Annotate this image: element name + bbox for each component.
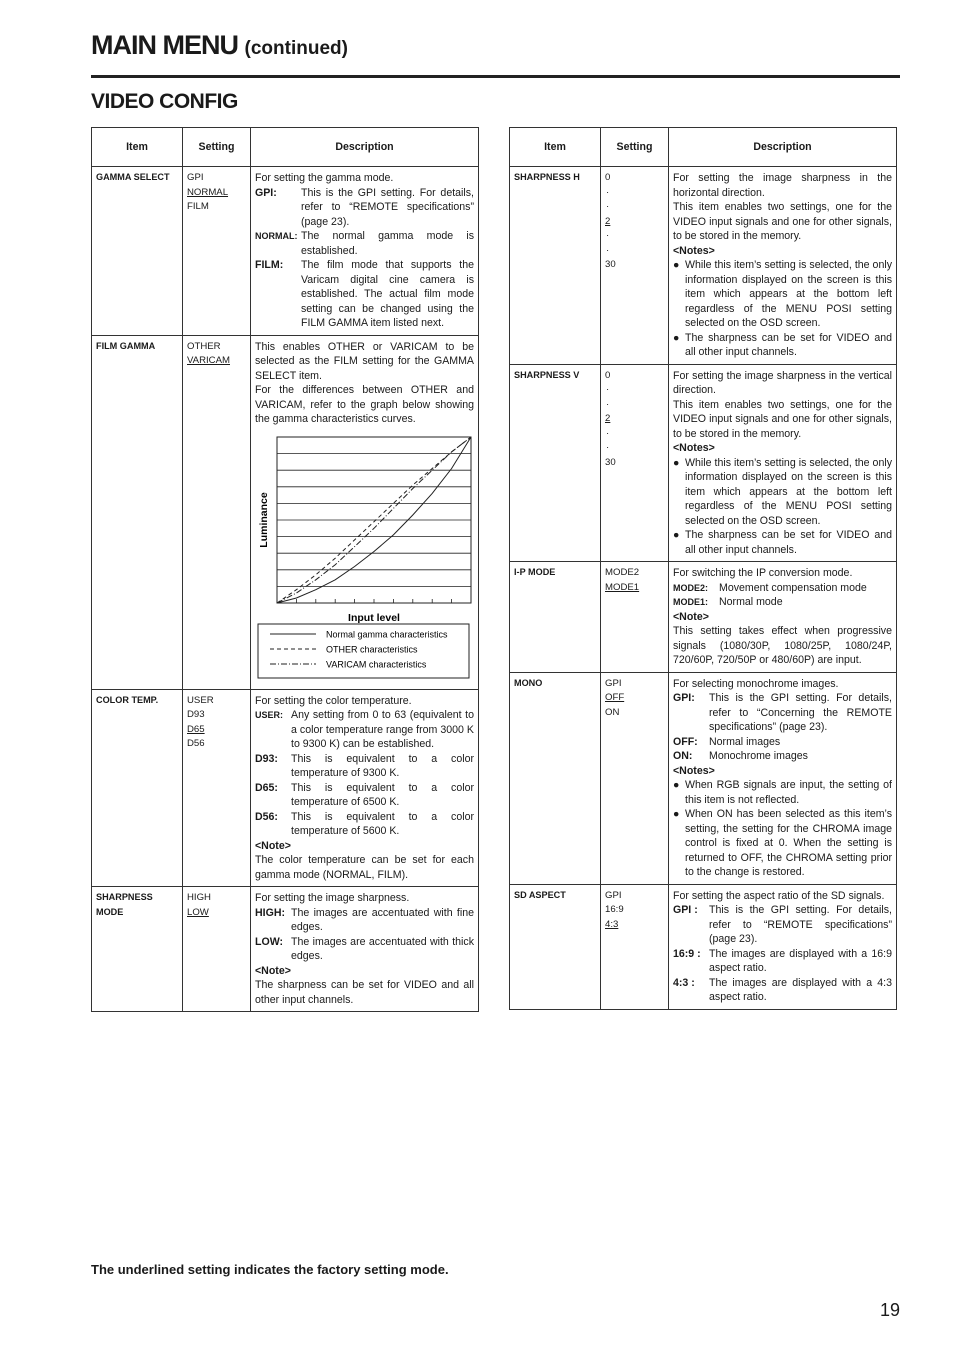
note-heading: <Note> [255,839,291,852]
setting-option: USER [187,694,214,706]
term: ON: [673,750,693,762]
setting-option-default: OFF [605,692,625,703]
definition: The images are accentuated with fine edges. [291,906,474,933]
table-row [92,167,479,336]
item-name: GAMMA SELECT [96,172,170,183]
item-name: MONO [514,677,543,689]
setting-options [183,167,251,336]
range-dots: · · [606,230,610,256]
title-rule [91,75,900,78]
col-header-item: Item [92,128,183,167]
term: 4:3 : [673,976,695,989]
right-settings-table [509,127,897,1010]
setting-option: OTHER [187,340,221,352]
legend-label: Normal gamma characteristics [326,629,448,639]
definition: Movement compensation mode [719,581,867,594]
footer-note: The underlined setting indicates the factory setting mode. [91,1262,449,1277]
setting-option-default: NORMAL [187,186,229,198]
table-header-row [92,128,479,167]
setting-options [183,887,251,1012]
description-text: For switching the IP conversion mode. [673,567,853,579]
description-text: For setting the color temperature. [255,694,412,707]
setting-option-default: LOW [187,906,209,918]
setting-option: D93 [187,709,205,720]
setting-option-default: 2 [605,215,611,227]
section-title: VIDEO CONFIG [91,90,238,113]
gamma-chart [255,427,474,685]
note-text: When RGB signals are input, the setting of this item is not reflected. [685,779,892,806]
definition: Normal mode [719,596,783,608]
term: D65: [255,781,278,794]
bullet-icon: ● [673,808,680,820]
setting-option-default: 2 [605,413,611,424]
table-row [92,335,479,689]
legend-label: OTHER characteristics [326,644,418,654]
y-axis-label: Luminance [258,491,270,548]
term: USER: [255,710,284,720]
definition: Any setting from 0 to 63 (equivalent to a color temperature range from 3000 K to 9300 K) can be established. [291,709,474,750]
setting-options [183,689,251,887]
description-cell [669,167,897,365]
item-name: SHARPNESS V [514,369,580,381]
description-text: For setting the gamma mode. [255,172,394,184]
bullet-icon: ● [673,259,680,271]
item-name: COLOR TEMP. [96,694,159,706]
term: OFF: [673,735,698,748]
definition: This is the GPI setting. For details, refer to “REMOTE specifications” (page 23). [709,904,892,945]
item-name: MODE [96,906,124,918]
legend-label: VARICAM characteristics [326,659,427,669]
description-text: For setting the image sharpness in the horizontal direction. [673,172,892,199]
term: GPI: [673,692,695,704]
note-text: The sharpness can be set for VIDEO and all other input channels. [685,529,892,556]
setting-option: GPI [605,677,622,689]
left-settings-table [91,127,479,1012]
description-text: This item enables two settings, one for the VIDEO input signals and one for other signals, to be stored in the memory. [673,201,892,242]
setting-options [601,167,669,365]
description-text: For selecting monochrome images. [673,677,839,690]
item-name: SD ASPECT [514,889,566,901]
page-title-main: MAIN MENU [91,30,238,60]
table-row [510,364,897,562]
gamma-chart-svg [255,427,475,685]
description-text: For setting the image sharpness in the vertical direction. [673,369,892,396]
definition: The images are accentuated with thick edges. [291,935,474,962]
term: GPI: [255,186,277,199]
setting-option: 30 [605,456,616,468]
setting-option-default: D65 [187,723,205,735]
description-cell [669,364,897,562]
range-dots: · · [606,384,610,410]
definition: Monochrome images [709,750,808,762]
col-header-item: Item [510,128,601,167]
term: 16:9 : [673,947,701,960]
description-cell [251,689,479,887]
item-name: SHARPNESS H [514,172,580,183]
setting-option-default: MODE1 [605,581,640,593]
table-header-row [510,128,897,167]
definition: This is equivalent to a color temperature of 5600 K. [291,810,474,837]
term: NORMAL: [255,231,298,241]
item-name: I-P MODE [514,567,556,578]
range-dots: · · [606,427,610,453]
definition: This is equivalent to a color temperature of 9300 K. [291,752,474,779]
term: MODE1: [673,597,709,607]
note-text: The sharpness can be set for VIDEO and all other input channels. [685,331,892,358]
item-name: FILM GAMMA [96,340,156,352]
page-title-sub: (continued) [244,38,348,59]
definition: The film mode that supports the Varicam digital cine camera is established. The actual film mode setting can be changed using the FILM GAMMA item listed next. [301,259,474,329]
definition: This is equivalent to a color temperature of 6500 K. [291,781,474,808]
notes-heading: <Notes> [673,244,715,257]
term: FILM: [255,259,284,271]
bullet-icon: ● [673,779,680,791]
term: LOW: [255,935,284,948]
note-heading: <Note> [673,610,709,623]
definition: The images are displayed with a 16:9 aspect ratio. [709,947,892,974]
setting-options [601,364,669,562]
bullet-icon: ● [673,529,680,541]
note-text: While this item’s setting is selected, the only information displayed on the screen is this item which appears at the bottom left regardless of the MENU POSI setting selected on the OSD screen. [685,259,892,329]
setting-options [601,884,669,1009]
bullet-icon: ● [673,456,680,469]
setting-options [601,672,669,884]
description-cell [669,562,897,673]
setting-option: FILM [187,201,209,212]
col-header-description: Description [251,128,479,167]
description-cell [669,672,897,884]
note-text: While this item’s setting is selected, the only information displayed on the screen is this item which appears at the bottom left regardless of the MENU POSI setting selected on the OSD screen. [685,456,892,527]
table-row [510,672,897,884]
description-text: For setting the image sharpness. [255,892,410,904]
col-header-setting: Setting [183,128,251,167]
definition: The normal gamma mode is established. [301,230,474,257]
setting-option: GPI [605,889,622,901]
setting-option: GPI [187,172,204,183]
description-text: This enables OTHER or VARICAM to be selected as the FILM setting for the GAMMA SELECT item. [255,340,474,382]
setting-option: 16:9 [605,904,624,915]
description-cell [251,887,479,1012]
setting-option: 30 [605,259,616,270]
term: HIGH: [255,906,286,919]
setting-option-default: VARICAM [187,355,230,366]
item-name: SHARPNESS [96,892,153,903]
table-row [92,689,479,887]
term: D56: [255,810,278,823]
note-text: When ON has been selected as this item’s setting, the setting for the CHROMA image control is fixed at 0. When the setting is returned to OFF, the CHROMA setting prior to the change is restored. [685,808,892,878]
description-text: For the differences between OTHER and VARICAM, refer to the graph below showing the gamma characteristics curves. [255,384,474,425]
setting-options [183,335,251,689]
description-cell [251,335,479,689]
setting-option: 0 [605,172,611,183]
definition: Normal images [709,735,781,748]
description-text: This item enables two settings, one for the VIDEO input signals and one for other signals, to be stored in the memory. [673,398,892,440]
term: MODE2: [673,582,709,593]
table-row [510,562,897,673]
description-text: For setting the aspect ratio of the SD signals. [673,889,885,902]
setting-options [601,562,669,673]
table-row [92,887,479,1012]
note-text: The color temperature can be set for each gamma mode (NORMAL, FILM). [255,854,474,881]
setting-option: D56 [187,738,205,749]
setting-option: MODE2 [605,567,640,578]
setting-option: HIGH [187,892,211,903]
description-cell [669,884,897,1009]
table-row [510,884,897,1009]
bullet-icon: ● [673,331,680,344]
description-cell [251,167,479,336]
page-title [91,30,348,61]
x-axis-label: Input level [348,611,400,624]
range-dots: · · [606,186,610,212]
term: GPI : [673,904,698,916]
setting-option: 0 [605,369,611,381]
definition: The images are displayed with a 4:3 aspect ratio. [709,976,892,1003]
col-header-setting: Setting [601,128,669,167]
notes-heading: <Notes> [673,442,715,454]
setting-option: ON [605,706,620,718]
term: D93: [255,752,278,765]
note-text: This setting takes effect when progressive signals (1080/30P, 1080/25P, 1080/24P, 720/60P, 720/50P or 480/60P) are input. [673,625,892,666]
col-header-description: Description [669,128,897,167]
table-row [510,167,897,365]
page-number: 19 [880,1300,901,1320]
note-text: The sharpness can be set for VIDEO and all other input channels. [255,979,474,1006]
setting-option-default: 4:3 [605,918,619,930]
definition: This is the GPI setting. For details, refer to “Concerning the REMOTE specifications” (page 23). [709,692,892,733]
notes-heading: <Notes> [673,764,715,777]
note-heading: <Note> [255,964,291,977]
definition: This is the GPI setting. For details, refer to “REMOTE specifications” (page 23). [301,186,474,228]
